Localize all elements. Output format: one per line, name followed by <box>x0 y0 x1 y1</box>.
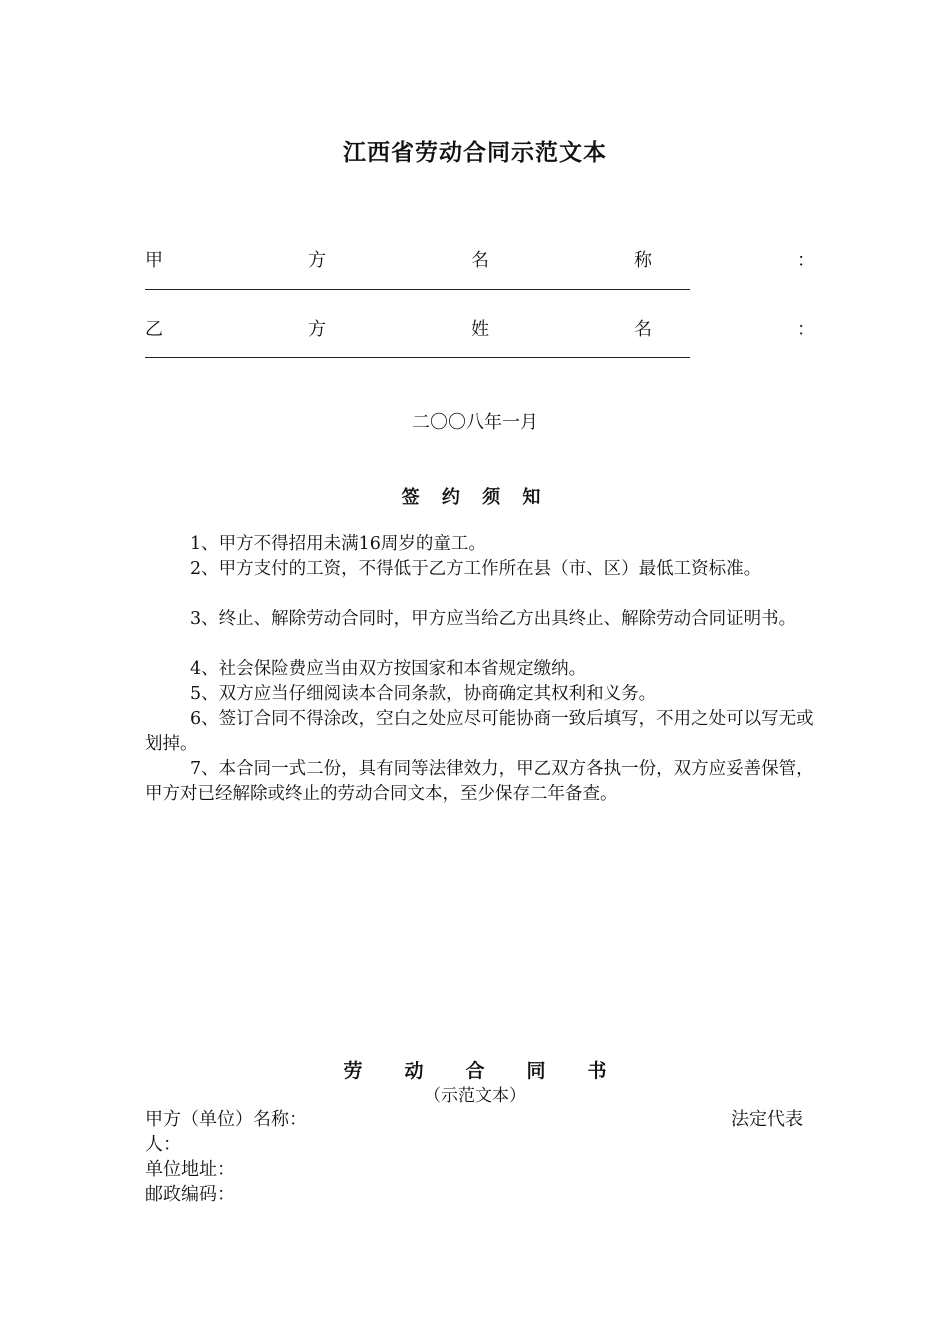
unit-address-field: 单位地址： <box>145 1159 235 1180</box>
document-title: 江西省劳动合同示范文本 <box>343 140 607 166</box>
legal-representative-field-cont: 人： <box>145 1134 181 1155</box>
label-char: 方 <box>308 250 326 271</box>
label-char: ： <box>797 319 815 340</box>
title-char: 书 <box>587 1060 607 1082</box>
document-date: 二〇〇八年一月 <box>412 412 538 433</box>
party-a-name-label <box>145 246 815 272</box>
label-char: 姓 <box>471 319 489 340</box>
party-a-name-blank[interactable] <box>145 289 690 290</box>
notice-item: 2、甲方支付的工资，不得低于乙方工作所在县（市、区）最低工资标准。 <box>190 559 762 579</box>
notice-item: 3、终止、解除劳动合同时，甲方应当给乙方出具终止、解除劳动合同证明书。 <box>190 609 797 629</box>
label-char: 名 <box>634 319 652 340</box>
notice-title: 签 约 须 知 <box>401 487 549 508</box>
title-char: 劳 <box>343 1060 363 1082</box>
label-char: 方 <box>308 319 326 340</box>
party-b-name-label <box>145 315 815 341</box>
title-char: 动 <box>404 1060 424 1082</box>
party-b-name-blank[interactable] <box>145 357 690 358</box>
contract-title <box>0 1056 950 1083</box>
contract-subtitle: （示范文本） <box>424 1086 526 1106</box>
notice-item: 1、甲方不得招用未满16周岁的童工。 <box>190 534 486 554</box>
notice-item: 5、双方应当仔细阅读本合同条款，协商确定其权利和义务。 <box>190 684 657 704</box>
label-char: 称 <box>634 250 652 271</box>
label-char: ： <box>797 250 815 271</box>
notice-item: 6、签订合同不得涂改，空白之处应尽可能协商一致后填写，不用之处可以写无或划掉。 <box>145 709 814 754</box>
label-char: 名 <box>471 250 489 271</box>
party-a-unit-name-field: 甲方（单位）名称： <box>145 1109 307 1130</box>
label-char: 乙 <box>145 319 163 340</box>
notice-item: 4、社会保险费应当由双方按国家和本省规定缴纳。 <box>190 659 587 679</box>
postcode-field: 邮政编码： <box>145 1184 235 1205</box>
notice-item: 7、本合同一式二份，具有同等法律效力，甲乙双方各执一份，双方应妥善保管，甲方对已经解除或终止的劳动合同文本，至少保存二年备查。 <box>145 759 814 804</box>
label-char: 甲 <box>145 250 163 271</box>
title-char: 同 <box>526 1060 546 1082</box>
title-char: 合 <box>465 1060 485 1082</box>
legal-representative-field: 法定代表 <box>731 1109 803 1130</box>
